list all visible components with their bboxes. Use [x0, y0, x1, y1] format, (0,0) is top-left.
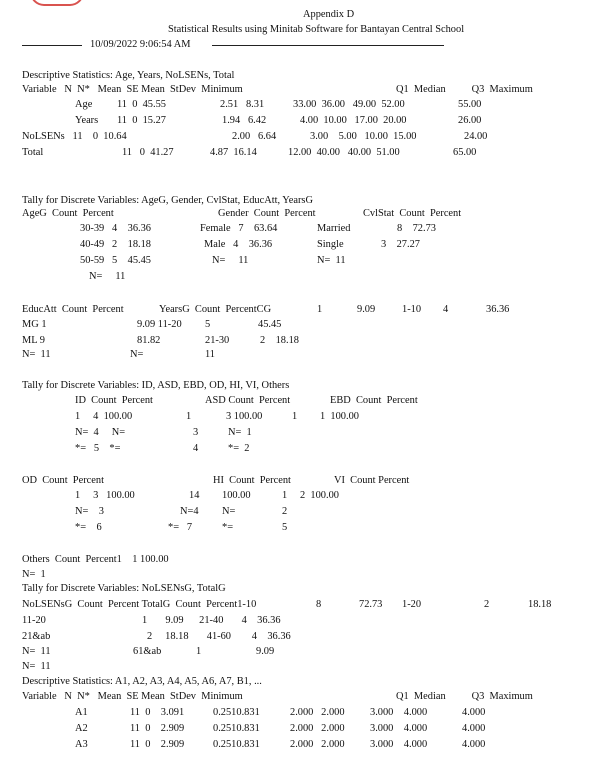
table-cell: Years — [75, 115, 99, 126]
table-cell: 11 0 15.27 — [117, 115, 166, 126]
table-cell: N=4 — [180, 506, 199, 517]
table-cell: A3 — [75, 739, 88, 750]
table-cell: 3.000 4.000 — [370, 739, 428, 750]
table-cell: Married — [317, 223, 351, 234]
table-cell: 2.00 6.64 — [232, 131, 277, 142]
section-title: Descriptive Statistics: Age, Years, NoLSENs, Total — [22, 70, 235, 81]
table-cell: 50-59 5 45.45 — [80, 255, 151, 266]
table-header: HI Count Percent — [213, 475, 291, 486]
table-cell: 3.000 4.000 — [370, 707, 428, 718]
table-cell: N= 3 — [75, 506, 104, 517]
table-cell: Female 7 63.64 — [200, 223, 278, 234]
table-cell: 100.00 — [222, 490, 251, 501]
table-cell: 0.2510.831 — [213, 739, 260, 750]
table-cell: 4 — [193, 443, 199, 454]
table-cell: 9.09 — [256, 646, 275, 657]
table-header: Q1 Median Q3 Maximum — [396, 84, 533, 95]
table-cell: 3 — [193, 427, 199, 438]
table-cell: 4.000 — [462, 739, 486, 750]
table-cell: 4.00 10.00 17.00 20.00 — [300, 115, 407, 126]
table-cell: 1.94 6.42 — [222, 115, 267, 126]
table-cell: 2 — [282, 506, 288, 517]
table-header: Variable N N* Mean SE Mean StDev Minimum — [22, 84, 243, 95]
table-cell: 1 100.00 — [320, 411, 359, 422]
table-cell: 4 — [443, 304, 449, 315]
table-cell: A2 — [75, 723, 88, 734]
table-cell: A1 — [75, 707, 88, 718]
table-header: ID Count Percent — [75, 395, 153, 406]
table-cell: 2.000 2.000 — [290, 739, 345, 750]
section-title: Tally for Discrete Variables: ID, ASD, EBD, OD, HI, VI, Others — [22, 380, 290, 391]
table-cell: 30-39 4 36.36 — [80, 223, 151, 234]
table-cell: 1 — [282, 490, 288, 501]
table-cell: 26.00 — [458, 115, 482, 126]
table-cell: *= 5 *= — [75, 443, 121, 454]
header-rule-left — [22, 45, 82, 46]
table-cell: 8 — [316, 599, 322, 610]
table-cell: *= — [222, 522, 234, 533]
table-cell: 9.09 — [357, 304, 376, 315]
table-cell: 11-20 — [22, 615, 46, 626]
table-cell: Age — [75, 99, 93, 110]
table-cell: N= 1 — [228, 427, 252, 438]
table-cell: 3 100.00 — [226, 411, 263, 422]
table-cell: 2 18.18 — [260, 335, 299, 346]
table-cell: 1 — [196, 646, 202, 657]
table-cell: 9.09 11-20 — [137, 319, 182, 330]
table-cell: 11 — [205, 349, 216, 360]
table-cell: 1 — [317, 304, 323, 315]
table-cell: 2 18.18 41-60 4 36.36 — [147, 631, 291, 642]
table-cell: 33.00 36.00 49.00 52.00 — [293, 99, 405, 110]
table-cell: 0.2510.831 — [213, 723, 260, 734]
table-cell: 11 0 2.909 — [130, 739, 185, 750]
table-cell: N= 11 — [22, 661, 51, 672]
table-header: Gender Count Percent — [218, 208, 316, 219]
table-cell: 5 — [282, 522, 288, 533]
table-header: AgeG Count Percent — [22, 208, 114, 219]
section-title: Descriptive Statistics: A1, A2, A3, A4, A5, A6, A7, B1, ... — [22, 676, 262, 687]
table-cell: 1 4 100.00 — [75, 411, 133, 422]
table-cell: 21-30 — [205, 335, 230, 346]
table-cell: 18.18 — [528, 599, 552, 610]
table-cell: 12.00 40.00 40.00 51.00 — [288, 147, 400, 158]
table-cell: N= 4 N= — [75, 427, 126, 438]
table-cell: 36.36 — [486, 304, 510, 315]
table-cell: *= 2 — [228, 443, 250, 454]
table-header: VI Count Percent — [334, 475, 410, 486]
table-cell: N= 11 — [22, 646, 51, 657]
table-header: OD Count Percent — [22, 475, 104, 486]
table-cell: 65.00 — [453, 147, 477, 158]
table-cell: N= 11 — [317, 255, 346, 266]
table-cell: 72.73 — [359, 599, 383, 610]
table-cell: 2 — [484, 599, 490, 610]
header-rule-right — [212, 45, 444, 46]
table-cell: 1-20 — [402, 599, 422, 610]
table-cell: *= 6 — [75, 522, 102, 533]
table-header: ASD Count Percent — [205, 395, 291, 406]
table-cell: 21&ab — [22, 631, 51, 642]
header-datetime: 10/09/2022 9:06:54 AM — [90, 39, 191, 50]
table-cell: 81.82 — [137, 335, 161, 346]
table-cell: 11 0 41.27 — [122, 147, 174, 158]
table-header: Q1 Median Q3 Maximum — [396, 691, 533, 702]
table-header: Variable N N* Mean SE Mean StDev Minimum — [22, 691, 243, 702]
table-cell: 11 0 45.55 — [117, 99, 166, 110]
table-cell: 14 — [189, 490, 200, 501]
table-cell: 24.00 — [464, 131, 488, 142]
table-cell: Single — [317, 239, 344, 250]
document-title: Statistical Results using Minitab Software for Bantayan Central School — [168, 24, 465, 35]
table-cell: 4.000 — [462, 707, 486, 718]
table-header: NoLSENsG Count Percent TotalG Count Percent1-10 — [22, 599, 257, 610]
table-header: EducAtt Count Percent — [22, 304, 124, 315]
table-cell: N= 11 — [89, 271, 126, 282]
table-cell: 8 72.73 — [397, 223, 436, 234]
table-cell: 2.000 2.000 — [290, 723, 345, 734]
table-cell: Male 4 36.36 — [204, 239, 273, 250]
table-cell: *= 7 — [168, 522, 193, 533]
table-cell: 1 — [292, 411, 298, 422]
table-cell: 2 100.00 — [300, 490, 339, 501]
table-cell: 1 — [186, 411, 192, 422]
header-logo-arc — [30, 0, 84, 6]
table-cell: 11 0 2.909 — [130, 723, 185, 734]
table-cell: ML 9 — [22, 335, 45, 346]
table-header: YearsG Count PercentCG — [159, 304, 272, 315]
table-cell: 5 — [205, 319, 211, 330]
table-cell: 4.87 16.14 — [210, 147, 257, 158]
table-row: N= 1 — [22, 569, 46, 580]
table-header: CvlStat Count Percent — [363, 208, 462, 219]
table-cell: 40-49 2 18.18 — [80, 239, 151, 250]
table-cell: N= 11 — [22, 349, 51, 360]
table-cell: 1 9.09 21-40 4 36.36 — [142, 615, 281, 626]
table-cell: N= — [222, 506, 236, 517]
table-cell: 55.00 — [458, 99, 482, 110]
table-cell: 0.2510.831 — [213, 707, 260, 718]
table-header: EBD Count Percent — [330, 395, 418, 406]
table-cell: 45.45 — [258, 319, 282, 330]
table-cell: N= — [130, 349, 144, 360]
table-cell: MG 1 — [22, 319, 47, 330]
table-row: Others Count Percent1 1 100.00 — [22, 554, 169, 565]
table-cell: 3.000 4.000 — [370, 723, 428, 734]
table-cell: 4.000 — [462, 723, 486, 734]
table-cell: 2.000 2.000 — [290, 707, 345, 718]
table-cell: 3 27.27 — [381, 239, 420, 250]
section-title: Tally for Discrete Variables: NoLSENsG, TotalG — [22, 583, 226, 594]
table-cell: Total — [22, 147, 44, 158]
appendix-label: Appendix D — [303, 9, 355, 20]
table-cell: N= 11 — [212, 255, 249, 266]
section-title: Tally for Discrete Variables: AgeG, Gender, CvlStat, EducAtt, YearsG — [22, 195, 313, 206]
table-cell: 61&ab — [133, 646, 162, 657]
table-cell: 3.00 5.00 10.00 15.00 — [310, 131, 417, 142]
table-cell: 1-10 — [402, 304, 422, 315]
table-cell: 11 0 3.091 — [130, 707, 185, 718]
table-cell: NoLSENs 11 0 10.64 — [22, 131, 127, 142]
table-cell: 1 3 100.00 — [75, 490, 135, 501]
table-cell: 2.51 8.31 — [220, 99, 265, 110]
